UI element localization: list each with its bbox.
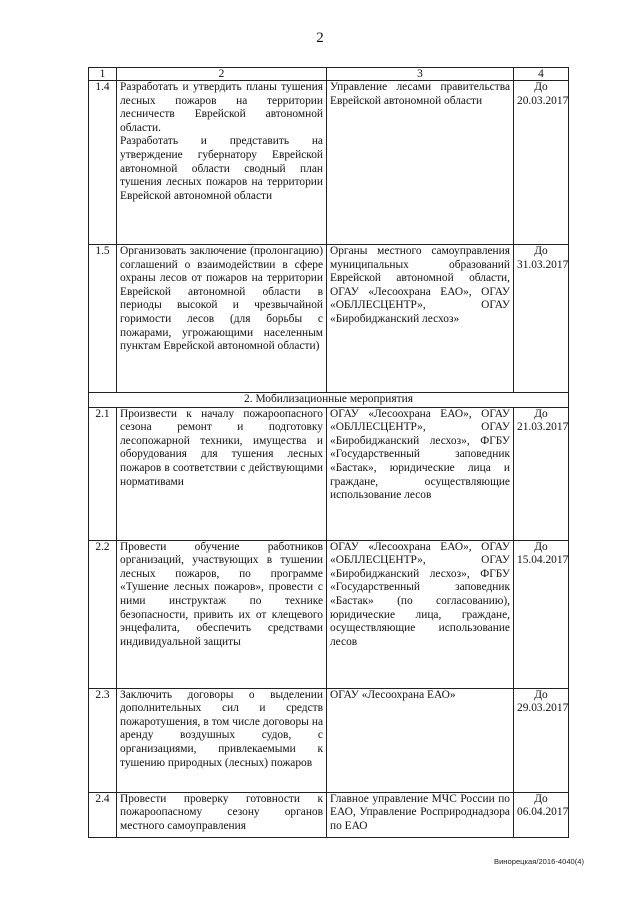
- deadline-date: 21.03.2017: [517, 421, 569, 434]
- task-cell: [117, 245, 327, 393]
- document-reference-code: Винорецкая/2016-4040(4): [494, 857, 585, 866]
- task-cell: [117, 81, 327, 245]
- deadline-date: 20.03.2017: [517, 94, 569, 107]
- deadline-cell: [514, 407, 569, 540]
- task-text: Провести проверку готовности к пожароопасному сезону органов местного самоуправления: [120, 792, 323, 832]
- responsible-cell: Органы местного самоуправления муниципальных образований Еврейской автономной области, ОГАУ «Лесоохрана ЕАО», ОГАУ «ОБЛЛЕСЦЕНТР», ОГАУ «Биробиджанский лесхоз»: [327, 245, 514, 393]
- responsible-cell: Главное управление МЧС России по ЕАО, Управление Росприроднадзора по ЕАО: [327, 792, 514, 837]
- deadline-label: До: [534, 792, 548, 805]
- header-row: [89, 68, 569, 81]
- deadline-label: До: [534, 245, 548, 257]
- deadline-label: До: [534, 81, 548, 93]
- deadline-label: До: [534, 407, 548, 420]
- row-number: 2.4: [89, 792, 117, 837]
- table-row: [89, 407, 569, 540]
- table-row: [89, 792, 569, 837]
- row-number: 2.1: [89, 407, 117, 540]
- task-text: Разработать и утвердить планы тушения лесных пожаров на территории лесничеств Еврейской автономной области.: [120, 81, 323, 134]
- task-text: Разработать и представить на утверждение губернатору Еврейской автономной области сводный план тушения лесных пожаров на территории Еврейской автономной области: [120, 135, 323, 202]
- row-number: 2.2: [89, 540, 117, 688]
- task-cell: [117, 407, 327, 540]
- deadline-cell: [514, 81, 569, 245]
- column-header-responsible: 3: [327, 68, 514, 81]
- table-row: [89, 540, 569, 688]
- task-text: Провести обучение работников организаций, участвующих в тушении лесных пожаров, по программе «Тушение лесных пожаров», провести с ними инструктаж по технике безопасности, привить их от клещевого энцефалита, обеспечить средствами индивидуальной защиты: [120, 540, 323, 648]
- deadline-label: До: [534, 540, 548, 553]
- deadline-cell: [514, 540, 569, 688]
- column-header-deadline: 4: [514, 68, 569, 81]
- page-number: 2: [316, 30, 324, 46]
- row-number: 1.4: [89, 81, 117, 245]
- deadline-date: 31.03.2017: [517, 258, 569, 271]
- section-row: [89, 393, 569, 408]
- task-text: Заключить договоры о выделении дополнительных сил и средств пожаротушения, в том числе договоры на аренду воздушных судов, с организациями, привлекаемыми к тушению природных (лесных) пожаров: [120, 688, 323, 769]
- column-header-task: 2: [117, 68, 327, 81]
- deadline-date: 29.03.2017: [517, 702, 569, 715]
- deadline-cell: [514, 688, 569, 792]
- deadline-cell: [514, 792, 569, 837]
- task-cell: [117, 540, 327, 688]
- column-header-number: 1: [89, 68, 117, 81]
- responsible-cell: ОГАУ «Лесоохрана ЕАО»: [327, 688, 514, 792]
- deadline-label: До: [534, 688, 548, 701]
- table-row: [89, 81, 569, 245]
- responsible-cell: Управление лесами правительства Еврейской автономной области: [327, 81, 514, 245]
- task-cell: [117, 792, 327, 837]
- responsible-cell: ОГАУ «Лесоохрана ЕАО», ОГАУ «ОБЛЛЕСЦЕНТР», ОГАУ «Биробиджанский лесхоз», ФГБУ «Государственный заповедник «Бастак», юридические лица и граждане, осуществляющие использование лесов: [327, 407, 514, 540]
- deadline-cell: [514, 245, 569, 393]
- measures-table: [88, 67, 569, 838]
- table-row: [89, 245, 569, 393]
- deadline-date: 06.04.2017: [517, 806, 569, 819]
- table-row: [89, 688, 569, 792]
- deadline-date: 15.04.2017: [517, 554, 569, 567]
- task-text: Организовать заключение (пролонгацию) соглашений о взаимодействии в сфере охраны лесов от пожаров на территории Еврейской автономной области в периоды высокой и чрезвычайной горимости лесов (для борьбы с пожарами, угрожающими населенным пунктам Еврейской автономной области): [120, 245, 323, 353]
- row-number: 2.3: [89, 688, 117, 792]
- section-title: 2. Мобилизационные мероприятия: [89, 393, 569, 408]
- row-number: 1.5: [89, 245, 117, 393]
- task-cell: [117, 688, 327, 792]
- responsible-cell: ОГАУ «Лесоохрана ЕАО», ОГАУ «ОБЛЛЕСЦЕНТР», ОГАУ «Биробиджанский лесхоз», ФГБУ «Государственный заповедник «Бастак» (по согласованию), юридические лица, граждане, осуществляющие использование лесов: [327, 540, 514, 688]
- task-text: Произвести к началу пожароопасного сезона ремонт и подготовку лесопожарной техники, имущества и оборудования для тушения лесных пожаров в соответствии с действующими нормативами: [120, 407, 323, 488]
